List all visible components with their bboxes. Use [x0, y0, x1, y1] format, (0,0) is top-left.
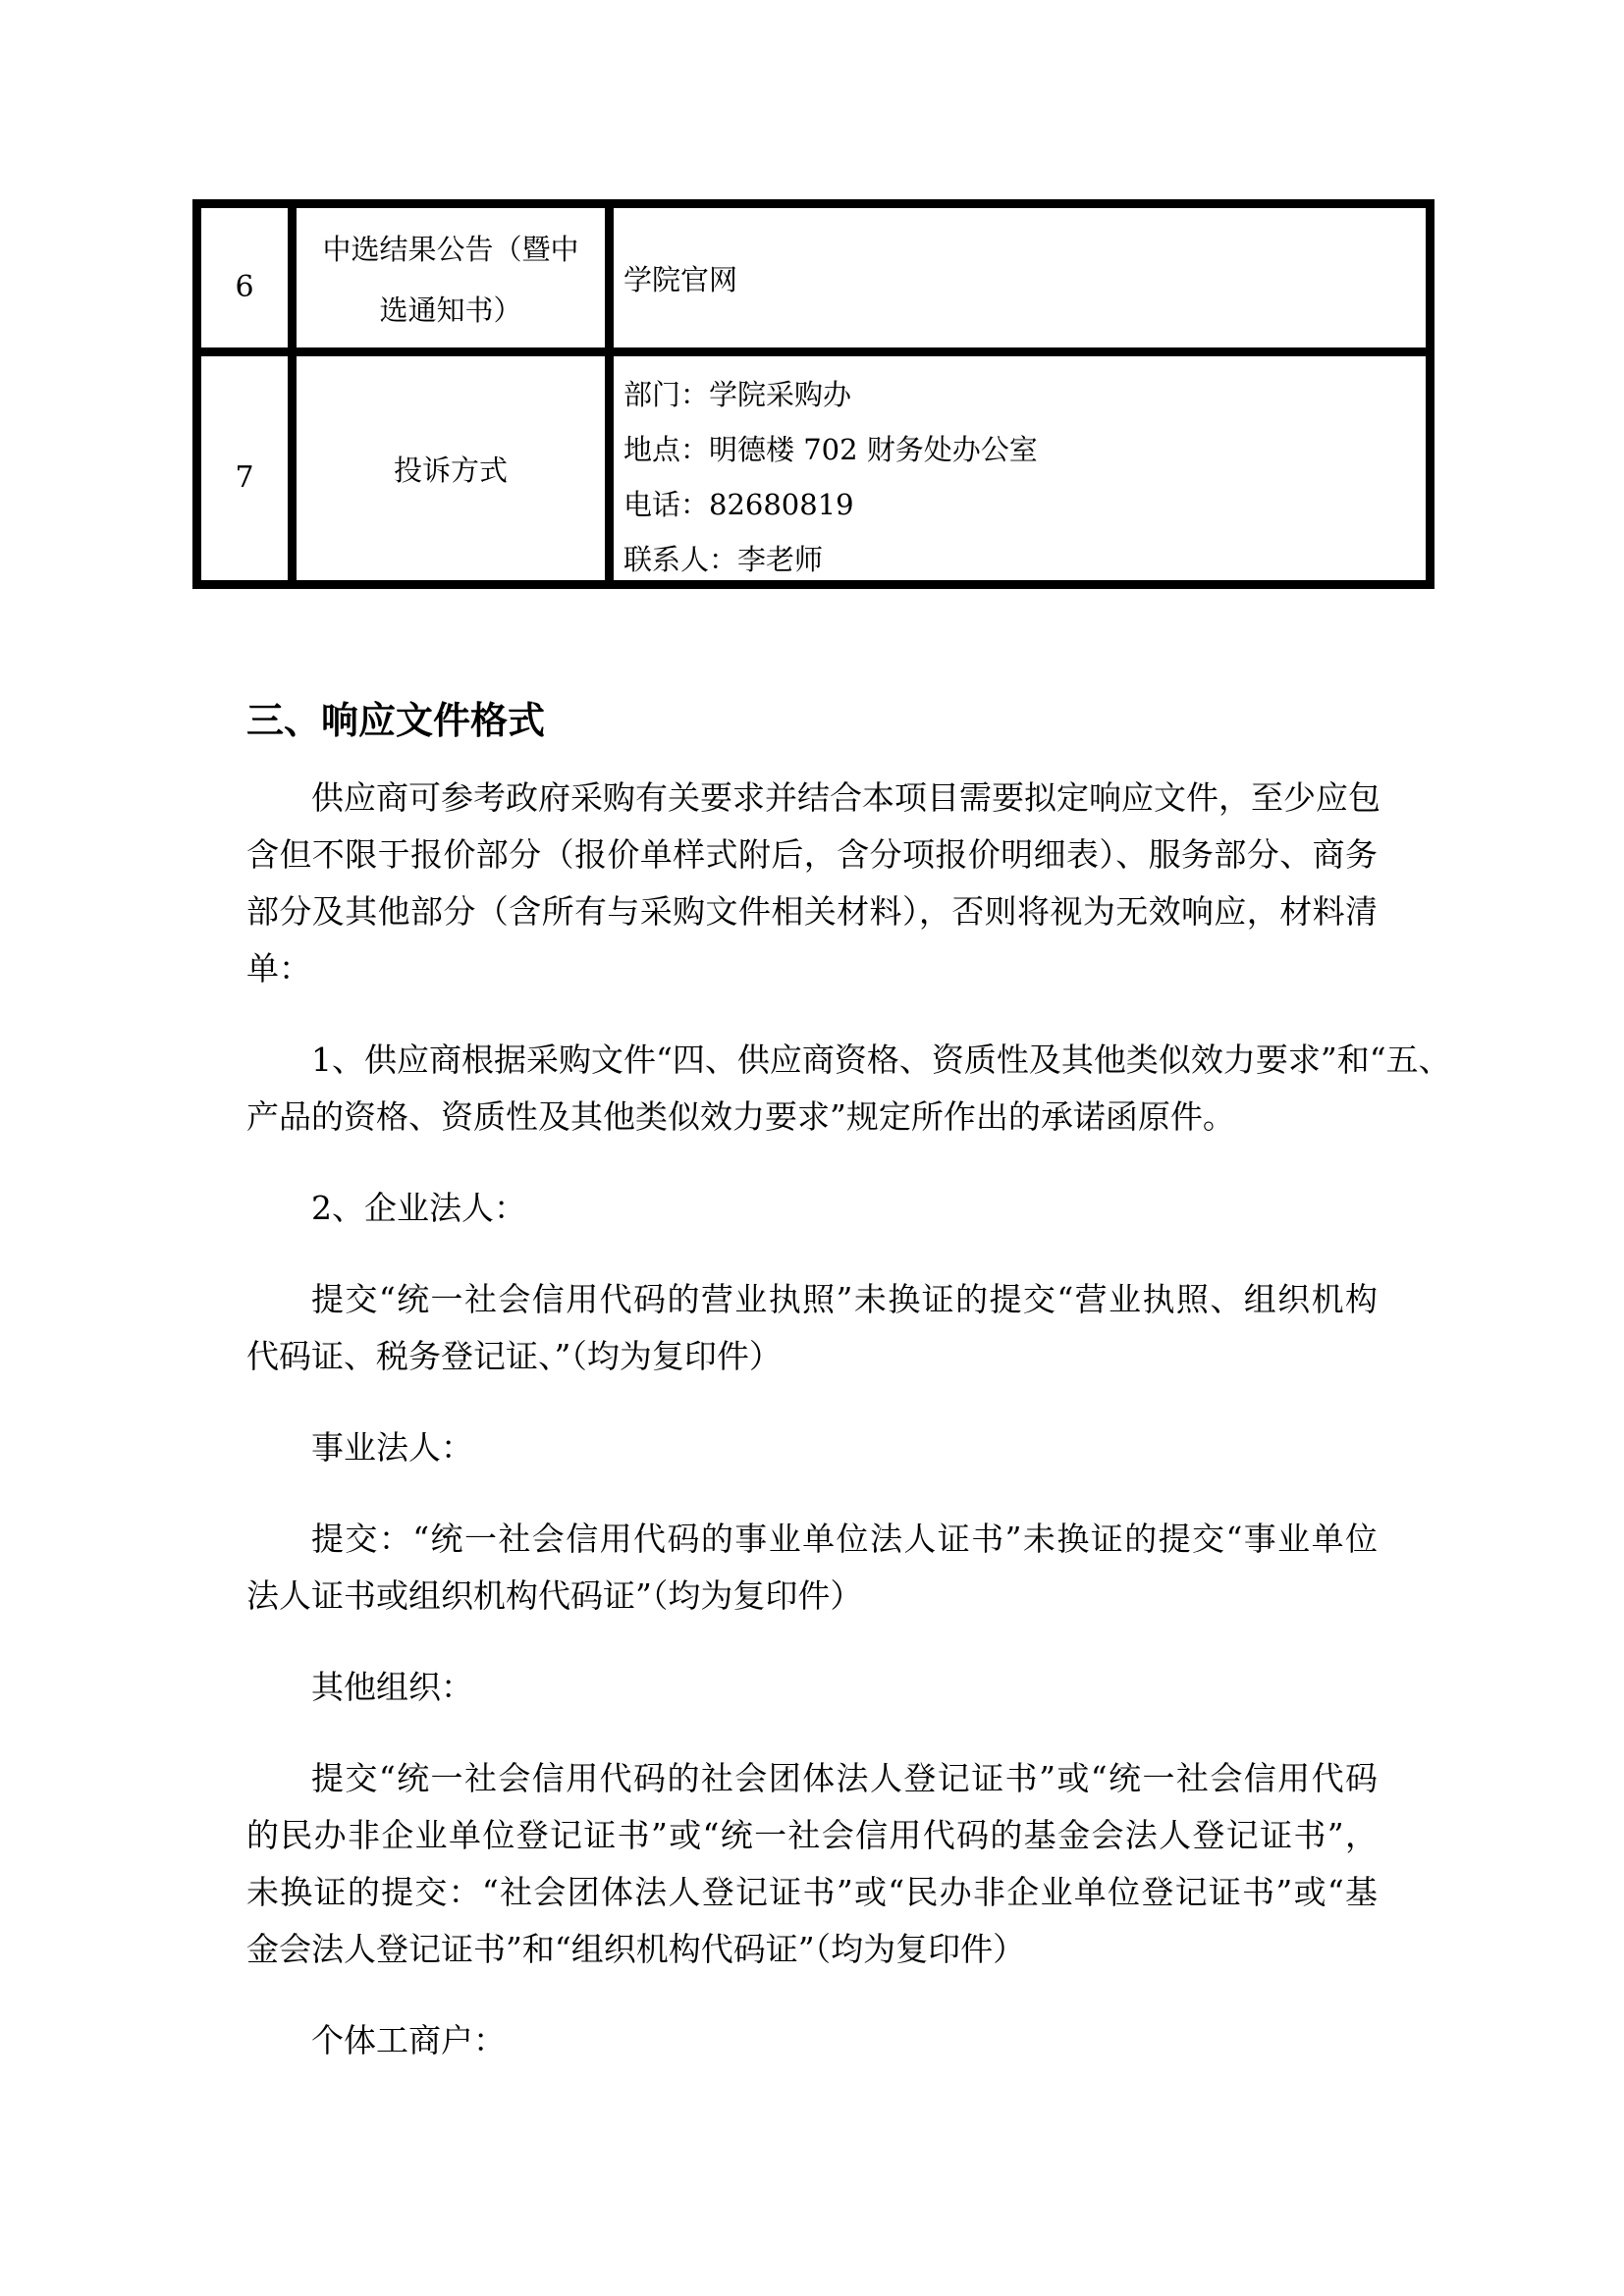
contact-department-line: 部门：学院采购办 — [623, 378, 852, 411]
paragraph-item-1 — [246, 1032, 1451, 1146]
text-line: 提交“统一社会信用代码的社会团体法人登记证书”或“统一社会信用代码 — [311, 1759, 1378, 1797]
row-7-label — [297, 356, 605, 580]
row-label-line: 中选结果公告（暨中 — [322, 233, 579, 266]
text-line: 提交：“统一社会信用代码的事业单位法人证书”未换证的提交“事业单位 — [311, 1520, 1378, 1558]
paragraph-other-organizations-title — [246, 1659, 1378, 1716]
paragraph-other-organizations — [246, 1750, 1378, 1978]
row-7-number — [201, 356, 288, 580]
row-6-label — [297, 208, 605, 347]
text-line: 2、企业法人： — [311, 1189, 526, 1227]
row-6-value — [614, 208, 1426, 347]
text-line: 其他组织： — [311, 1668, 473, 1706]
contact-person-line: 联系人：李老师 — [623, 543, 824, 576]
text-line: 法人证书或组织机构代码证”（均为复印件） — [246, 1576, 863, 1615]
text-line: 的民办非企业单位登记证书”或“统一社会信用代码的基金会法人登记证书”， — [246, 1816, 1378, 1854]
text-line: 部分及其他部分（含所有与采购文件相关材料），否则将视为无效响应，材料清 — [246, 892, 1378, 931]
text-line: 事业法人： — [311, 1428, 473, 1467]
text-line: 提交“统一社会信用代码的营业执照”未换证的提交“营业执照、组织机构 — [311, 1280, 1378, 1318]
text-line: 单： — [246, 949, 311, 988]
contact-phone-line: 电话：82680819 — [623, 488, 854, 521]
paragraph-enterprise-legal-person — [246, 1271, 1378, 1385]
section-response-format — [246, 697, 1451, 2104]
row-value-text: 学院官网 — [623, 262, 738, 296]
row-label-line: 投诉方式 — [393, 454, 508, 487]
row-number-text: 6 — [235, 269, 254, 304]
paragraph-item-2-title — [246, 1180, 1378, 1237]
paragraph-institution-legal-person — [246, 1511, 1378, 1625]
section-heading: 三、响应文件格式 — [246, 699, 546, 742]
text-line: 金会法人登记证书”和“组织机构代码证”（均为复印件） — [246, 1930, 1026, 1968]
row-6-number — [201, 208, 288, 347]
text-line: 供应商可参考政府采购有关要求并结合本项目需要拟定响应文件，至少应包 — [311, 778, 1380, 817]
row-7-value — [614, 356, 1426, 580]
paragraph-intro — [246, 770, 1378, 997]
text-line: 产品的资格、资质性及其他类似效力要求”规定所作出的承诺函原件。 — [246, 1097, 1235, 1136]
text-line: 代码证、税务登记证、”（均为复印件） — [246, 1337, 782, 1375]
info-table — [192, 199, 1435, 589]
row-number-text: 7 — [235, 459, 254, 495]
row-label-line: 选通知书） — [379, 294, 522, 327]
text-line: 含但不限于报价部分（报价单样式附后，含分项报价明细表）、服务部分、商务 — [246, 835, 1378, 874]
paragraph-institution-legal-person-title — [246, 1419, 1378, 1476]
text-line: 未换证的提交：“社会团体法人登记证书”或“民办非企业单位登记证书”或“基 — [246, 1873, 1378, 1911]
paragraph-individual-business-title — [246, 2012, 1378, 2069]
text-line: 1、供应商根据采购文件“四、供应商资格、资质性及其他类似效力要求”和“五、 — [311, 1041, 1451, 1079]
contact-address-line: 地点：明德楼 702 财务处办公室 — [623, 433, 1038, 466]
text-line: 个体工商户： — [311, 2021, 506, 2059]
